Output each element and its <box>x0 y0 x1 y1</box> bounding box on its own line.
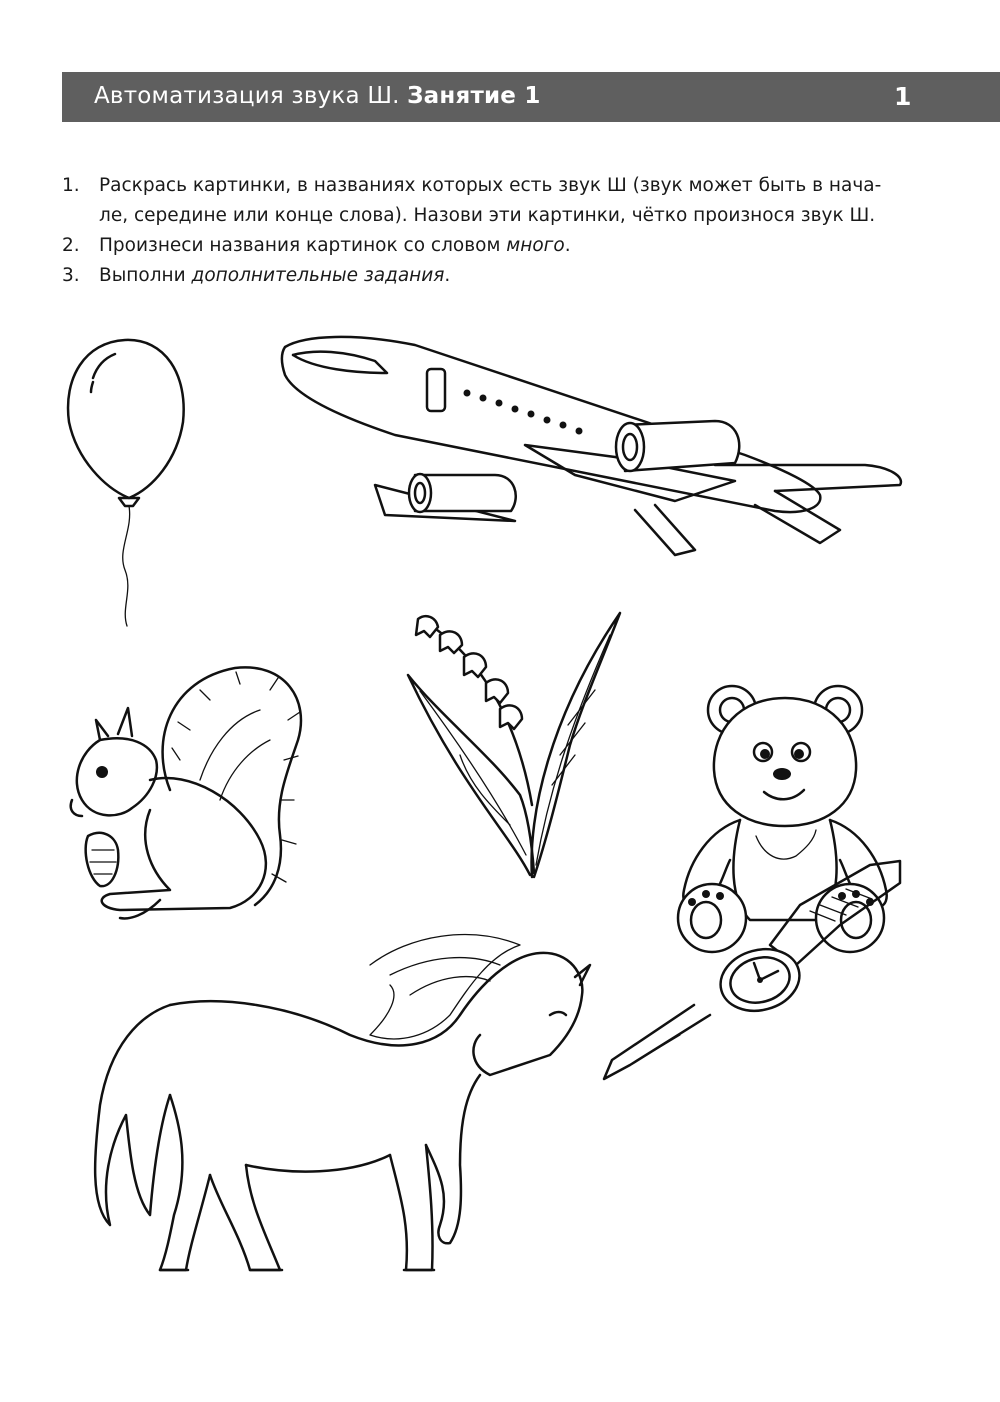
instruction-tail: . <box>444 265 451 286</box>
instruction-tail: . <box>564 235 571 256</box>
page-header <box>62 72 1000 122</box>
instruction-item <box>62 231 942 261</box>
instruction-number: 3. <box>62 265 80 286</box>
instruction-item <box>62 171 942 231</box>
page-title <box>94 83 541 109</box>
title-plain: Автоматизация звука Ш. <box>94 83 400 109</box>
instruction-list <box>62 171 942 291</box>
instruction-emphasis: дополнительные задания <box>191 265 445 286</box>
instruction-text: Раскрась картинки, в названиях которых есть звук Ш (звук может быть в нача- <box>99 175 882 196</box>
instruction-text-cont: ле, середине или конце слова). Назови эти картинки, чётко произнося звук Ш. <box>99 205 876 226</box>
wristwatch-icon <box>600 855 910 1085</box>
horse-icon <box>70 925 610 1295</box>
title-bold: Занятие 1 <box>407 83 541 109</box>
lily-of-the-valley-icon <box>400 605 630 885</box>
squirrel-icon <box>60 660 320 930</box>
instruction-number: 2. <box>62 235 80 256</box>
instruction-emphasis: много <box>506 235 565 256</box>
instruction-text: Произнеси названия картинок со словом <box>99 235 507 256</box>
instruction-number: 1. <box>62 175 80 196</box>
instruction-text: Выполни <box>99 265 192 286</box>
page-number: 1 <box>894 82 912 111</box>
balloon-icon <box>55 330 195 630</box>
airplane-icon <box>275 325 915 575</box>
instruction-item <box>62 261 942 291</box>
